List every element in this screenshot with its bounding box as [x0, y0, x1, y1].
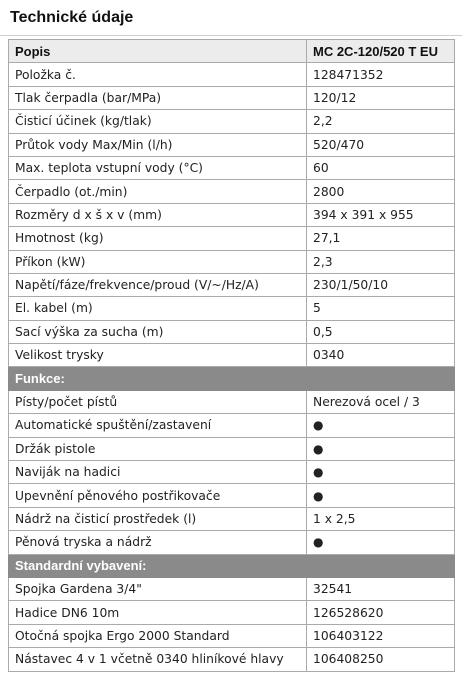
spec-value: 120/12 — [307, 86, 455, 109]
spec-label: Příkon (kW) — [9, 250, 307, 273]
table-row — [9, 601, 455, 624]
equipment-value: 32541 — [307, 577, 455, 600]
equipment-label: Nástavec 4 v 1 včetně 0340 hliníkové hlavy — [9, 648, 307, 671]
spec-label: Položka č. — [9, 63, 307, 86]
spec-value: 60 — [307, 156, 455, 179]
spec-value: 27,1 — [307, 227, 455, 250]
spec-label: Max. teplota vstupní vody (°C) — [9, 156, 307, 179]
equipment-value: 106403122 — [307, 624, 455, 647]
bullet-icon: ● — [307, 414, 455, 437]
header-model: MC 2C-120/520 T EU — [307, 40, 455, 63]
bullet-icon: ● — [307, 531, 455, 554]
bullet-icon: ● — [307, 437, 455, 460]
equipment-value: 126528620 — [307, 601, 455, 624]
section-filler — [307, 367, 455, 390]
function-label: Písty/počet pístů — [9, 390, 307, 413]
spec-value: 0,5 — [307, 320, 455, 343]
function-label: Držák pistole — [9, 437, 307, 460]
table-row — [9, 648, 455, 671]
spec-label: El. kabel (m) — [9, 297, 307, 320]
spec-label: Čisticí účinek (kg/tlak) — [9, 110, 307, 133]
function-label: Upevnění pěnového postřikovače — [9, 484, 307, 507]
table-header-row — [9, 40, 455, 63]
section-title: Funkce: — [9, 367, 307, 390]
spec-table — [8, 39, 455, 672]
spec-value: 5 — [307, 297, 455, 320]
spec-label: Napětí/fáze/frekvence/proud (V/~/Hz/A) — [9, 273, 307, 296]
equipment-label: Hadice DN6 10m — [9, 601, 307, 624]
section-header-equipment — [9, 554, 455, 577]
function-label: Naviják na hadici — [9, 461, 307, 484]
table-row — [9, 156, 455, 179]
table-row — [9, 320, 455, 343]
spec-label: Čerpadlo (ot./min) — [9, 180, 307, 203]
table-row — [9, 437, 455, 460]
table-row — [9, 390, 455, 413]
function-label: Pěnová tryska a nádrž — [9, 531, 307, 554]
table-row — [9, 344, 455, 367]
spec-label: Velikost trysky — [9, 344, 307, 367]
spec-value: 2800 — [307, 180, 455, 203]
spec-value: 520/470 — [307, 133, 455, 156]
spec-value: 128471352 — [307, 63, 455, 86]
section-header-functions — [9, 367, 455, 390]
function-label: Nádrž na čisticí prostředek (l) — [9, 507, 307, 530]
spec-label: Tlak čerpadla (bar/MPa) — [9, 86, 307, 109]
spec-value: 394 x 391 x 955 — [307, 203, 455, 226]
table-row — [9, 507, 455, 530]
table-row — [9, 414, 455, 437]
table-row — [9, 203, 455, 226]
header-label: Popis — [9, 40, 307, 63]
spec-value: 230/1/50/10 — [307, 273, 455, 296]
page-title: Technické údaje — [10, 8, 134, 26]
section-filler — [307, 554, 455, 577]
bullet-icon: ● — [307, 461, 455, 484]
table-row — [9, 110, 455, 133]
function-label: Automatické spuštění/zastavení — [9, 414, 307, 437]
table-row — [9, 63, 455, 86]
table-row — [9, 250, 455, 273]
table-row — [9, 297, 455, 320]
table-row — [9, 484, 455, 507]
spec-label: Sací výška za sucha (m) — [9, 320, 307, 343]
spec-label: Rozměry d x š x v (mm) — [9, 203, 307, 226]
equipment-label: Otočná spojka Ergo 2000 Standard — [9, 624, 307, 647]
table-row — [9, 531, 455, 554]
equipment-value: 106408250 — [307, 648, 455, 671]
function-value: 1 x 2,5 — [307, 507, 455, 530]
spec-value: 0340 — [307, 344, 455, 367]
equipment-label: Spojka Gardena 3/4" — [9, 577, 307, 600]
table-row — [9, 461, 455, 484]
table-row — [9, 86, 455, 109]
spec-value: 2,3 — [307, 250, 455, 273]
table-row — [9, 180, 455, 203]
spec-label: Průtok vody Max/Min (l/h) — [9, 133, 307, 156]
section-title: Standardní vybavení: — [9, 554, 307, 577]
table-row — [9, 133, 455, 156]
title-bar — [0, 0, 462, 36]
table-row — [9, 227, 455, 250]
table-row — [9, 273, 455, 296]
function-value: Nerezová ocel / 3 — [307, 390, 455, 413]
table-row — [9, 624, 455, 647]
table-row — [9, 577, 455, 600]
spec-value: 2,2 — [307, 110, 455, 133]
bullet-icon: ● — [307, 484, 455, 507]
spec-label: Hmotnost (kg) — [9, 227, 307, 250]
